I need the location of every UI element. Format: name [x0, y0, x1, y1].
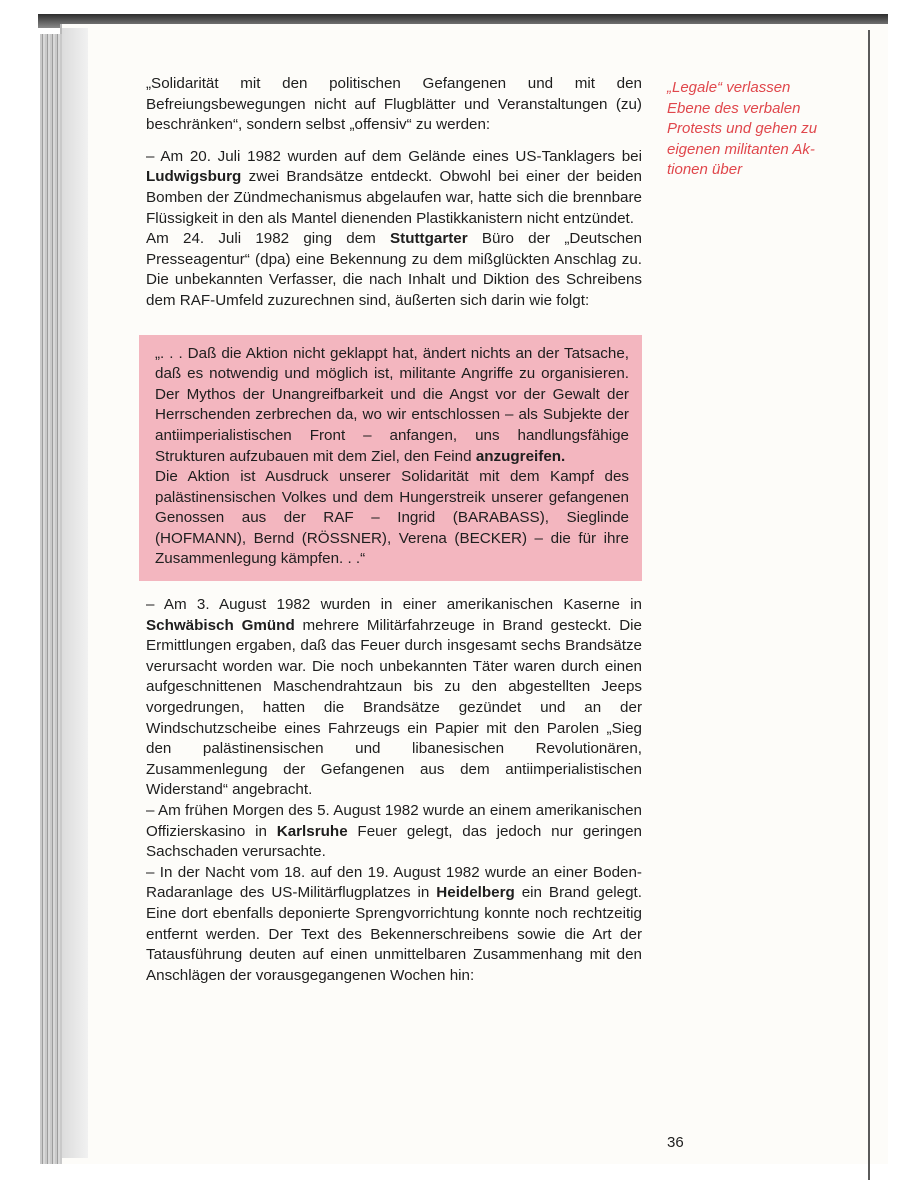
margin-note-line: „Legale“ verlassen — [667, 79, 791, 96]
page-number: 36 — [667, 1134, 684, 1151]
margin-note — [667, 78, 852, 181]
event-schwaebisch-gmuend — [146, 595, 642, 801]
event-text: – Am 20. Juli 1982 wurden auf dem Gelände eines US-Tanklagers bei — [146, 147, 642, 165]
margin-note-line: Protests und gehen zu — [667, 120, 818, 138]
event-text: – In der Nacht vom 18. auf den 19. August 1982 wurde an einer Boden-Radaranlage des US-Militärflugplatzes in — [146, 863, 642, 902]
margin-note-line: eigenen militanten Ak- — [667, 140, 815, 158]
event-text: – Am frühen Morgen des 5. August 1982 wurde an einem amerikanischen Offizierskasino in — [146, 802, 642, 840]
main-text-column — [146, 74, 642, 986]
event-text: Feuer gelegt, das jedoch nur geringen Sachschaden verursachte. — [146, 822, 642, 861]
place-name: Heidelberg — [436, 884, 515, 902]
event-heidelberg — [146, 863, 642, 987]
margin-note-line: Ebene des verbalen — [667, 99, 801, 117]
quote-text: „. . . Daß die Aktion nicht geklappt hat, ändert nichts an der Tatsache, daß es notwendig und möglich ist, militante Angriffe zu organisieren. Der Mythos der Unangreifbarkeit und die Angst vor der Gewalt der Herrschenden zerbrechen da, wo wir entschlossen – als Subjekte der antiimperialistischen Front – anfangen, uns handlungsfähige Strukturen aufzubauen mit dem Ziel, den Feind — [155, 344, 629, 465]
intro-paragraph: „Solidarität mit den politischen Gefangenen und mit den Befreiungsbewegungen nicht auf Flugblätter und Veranstaltungen (zu) beschränken“, sondern selbst „offensiv“ zu werden: — [146, 75, 642, 134]
quote-bold: anzugreifen. — [475, 447, 566, 465]
event-text: Am 24. Juli 1982 ging dem — [146, 230, 391, 248]
event-text: ein Brand gelegt. Eine dort ebenfalls deponierte Sprengvorrichtung konnte noch rechtzeitig entfernt werden. Der Text des Bekennerschreibens sowie die Art der Tatausführung deuten auf einen unmittelbaren Zusammenhang mit den Anschlägen der vorausgegangenen Wochen hin: — [146, 884, 642, 984]
highlighted-quote — [139, 335, 642, 582]
event-text: Büro der „Deutschen Presseagentur“ (dpa) eine Bekennung zu dem mißglückten Anschlag zu. Die unbekannten Verfasser, die nach Inhalt und Diktion des Schreibens dem RAF-Umfeld zuzurechnen sind, äußerten sich darin wie folgt: — [146, 230, 642, 309]
event-karlsruhe — [146, 801, 642, 863]
event-text: mehrere Militärfahrzeuge in Brand gesteckt. Die Ermittlungen ergaben, daß das Feuer durch insgesamt sechs Brandsätze verursacht worden war. Die noch unbekannten Täter waren durch einen aufgeschnittenen Maschendrahtzaun bis zu den abgestellten Jeeps vorgedrungen, hatten die Brandsätze gezündet und an der Windschutzscheibe eines Fahrzeugs ein Papier mit den Parolen „Sieg den palästinensischen und libanesischen Revolutionären, Zusammenlegung der Gefangenen aus dem antiimperialistischen Widerstand“ angebracht. — [146, 616, 642, 799]
quote-part-1 — [155, 344, 629, 468]
page-gutter — [62, 28, 88, 1158]
place-name: Stuttgarter — [390, 230, 468, 248]
quote-part-2: Die Aktion ist Ausdruck unserer Solidarität mit dem Kampf des palästinensischen Volkes und dem Hungerstreik unserer gefangenen Genossen aus der RAF – Ingrid (BARABASS), Sieglinde (HOFMANN), Bernd (RÖSSNER), Verena (BECKER) – die für ihre Zusammenlegung kämpfen. . .“ — [155, 468, 629, 568]
place-name: Karlsruhe — [276, 822, 348, 840]
place-name: Ludwigsburg — [146, 168, 242, 186]
page-right-edge — [868, 30, 870, 1180]
event-text: zwei Brandsätze entdeckt. Obwohl bei einer der beiden Bomben der Zündmechanismus abgelaufen war, hatte sich die brennbare Flüssigkeit in den als Mantel dienenden Plastikkanistern nicht entzündet. — [146, 168, 642, 227]
event-text: – Am 3. August 1982 wurden in einer amerikanischen Kaserne in — [146, 596, 642, 614]
event-stuttgart-claim — [146, 229, 642, 311]
event-ludwigsburg — [146, 147, 642, 229]
place-name: Schwäbisch Gmünd — [146, 616, 295, 634]
margin-note-line: tionen über — [667, 161, 743, 179]
